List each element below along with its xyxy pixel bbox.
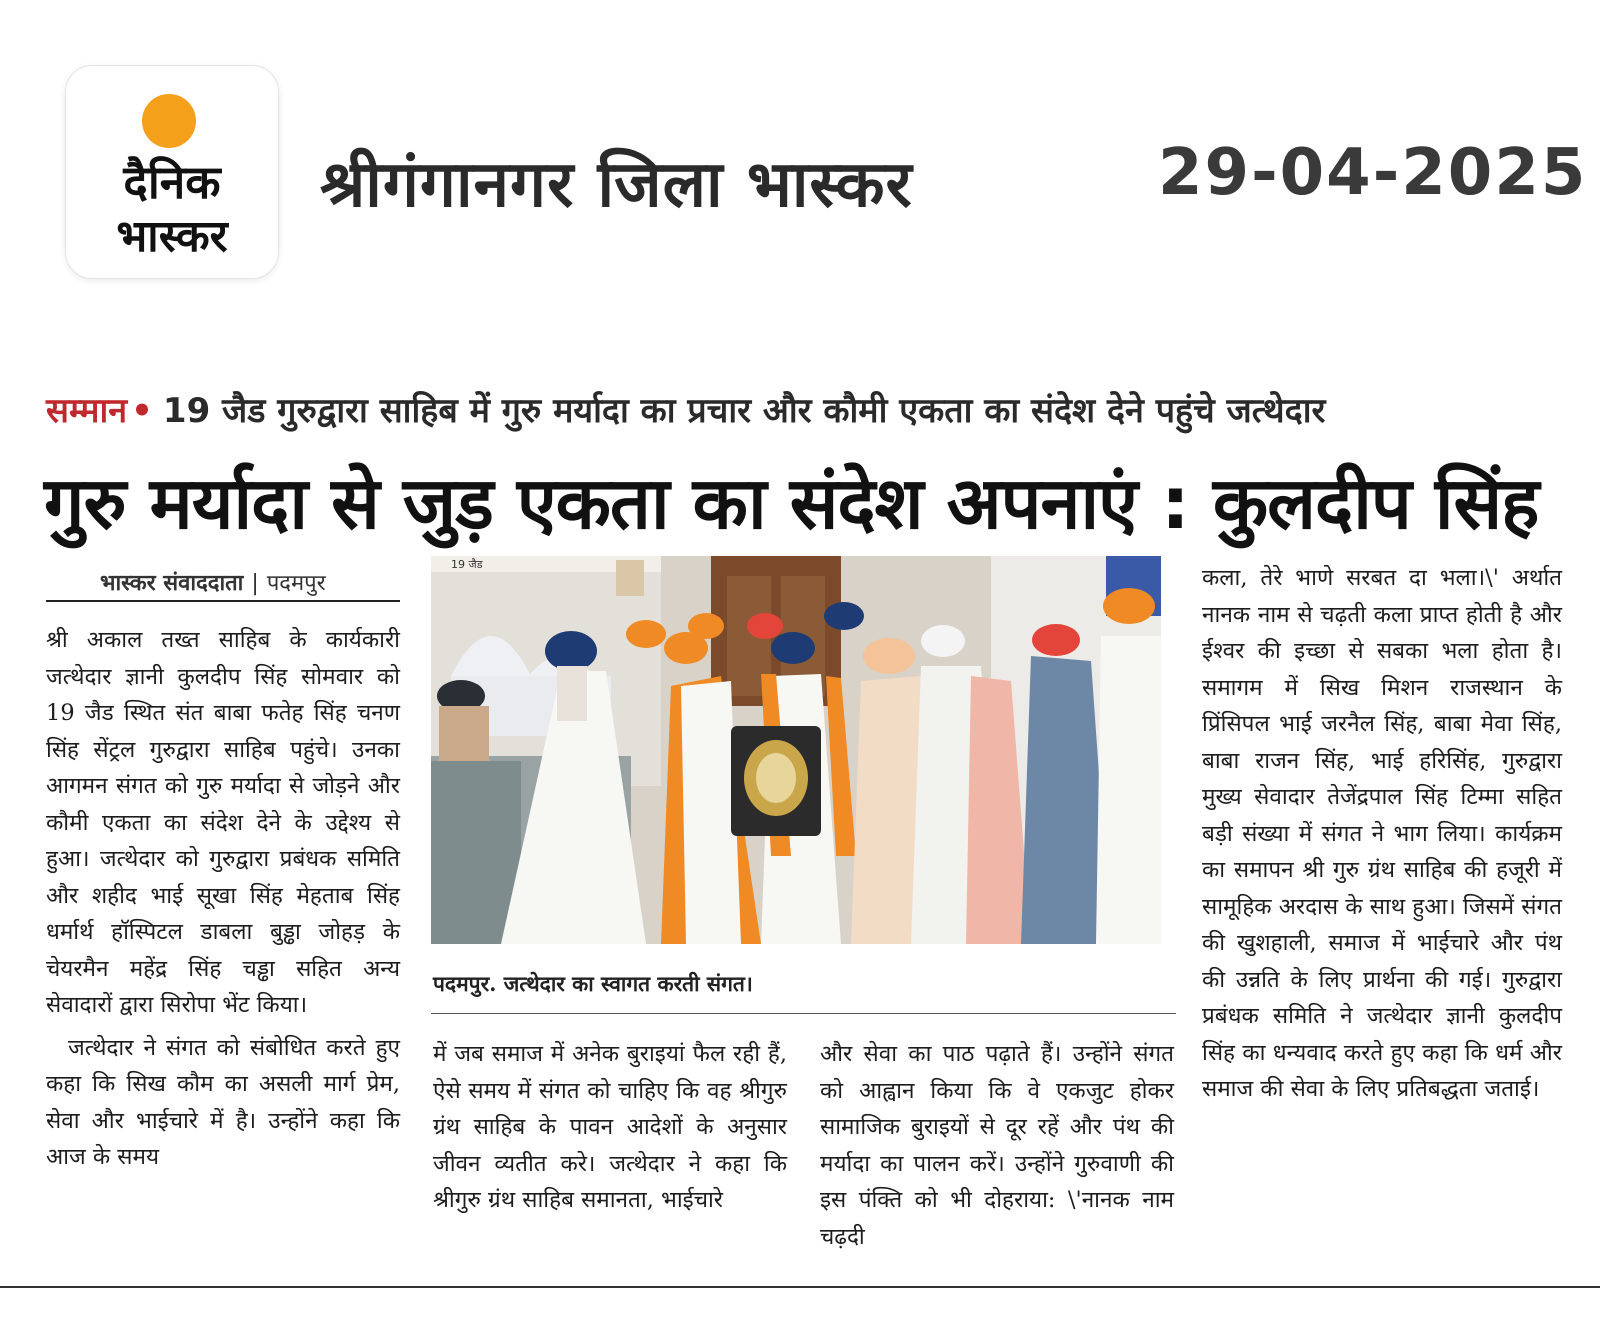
column-2-paragraph: में जब समाज में अनेक बुराइयां फैल रही हैं, ऐसे समय में संगत को चाहिए कि वह श्रीगुरु ग्रंथ साहिब के पावन आदेशों के अनुसार जीवन व्यतीत करे। जत्थेदार ने कहा कि श्रीगुरु ग्रंथ साहिब समानता, भाईचारे [433, 1041, 787, 1213]
photo-banner-text: 19 जैड [451, 558, 483, 571]
page-bottom-rule [0, 1286, 1600, 1288]
kicker-line [46, 386, 1566, 432]
article-headline: गुरु मर्यादा से जुड़ एकता का संदेश अपनाएं : कुलदीप सिंह [44, 461, 1539, 545]
column-1-paragraph-1: श्री अकाल तख्त साहिब के कार्यकारी जत्थेदार ज्ञानी कुलदीप सिंह सोमवार को 19 जैड स्थित संत बाबा फतेह सिंह चनण सिंह सेंट्रल गुरुद्वारा साहिब पहुंचे। उनका आगमन संगत को गुरु मर्यादा से जोड़ने और कौमी एकता का संदेश देने के उद्देश्य से हुआ। जत्थेदार को गुरुद्वारा प्रबंधक समिति और शहीद भाई सूखा सिंह मेहताब सिंह धर्मार्थ हॉस्पिटल डाबला बुड्ढा जोहड़ के चेयरमैन महेंद्र सिंह चड्ढा सहित अन्य सेवादारों द्वारा सिरोपा भेंट किया। [46, 627, 400, 1018]
byline-rule [46, 600, 400, 602]
article-column-2 [433, 1036, 787, 1219]
dainik-bhaskar-logo [66, 66, 278, 278]
kicker-text: 19 जैड गुरुद्वारा साहिब में गुरु मर्यादा का प्रचार और कौमी एकता का संदेश देने पहुंचे जत्थेदार [162, 391, 1326, 431]
byline-name: भास्कर संवाददाता [100, 571, 244, 596]
article-photo [431, 556, 1161, 944]
photo-illustration [431, 556, 1161, 944]
byline-location: पदमपुर [266, 571, 326, 596]
byline-separator: | [251, 571, 259, 596]
article-column-3 [820, 1036, 1174, 1255]
kicker-bullet: • [131, 391, 153, 431]
caption-rule [431, 1013, 1176, 1014]
edition-date: 29-04-2025 [1158, 136, 1588, 210]
byline [100, 567, 326, 597]
edition-title: श्रीगंगानगर जिला भास्कर [320, 148, 913, 222]
column-3-paragraph: और सेवा का पाठ पढ़ाते हैं। उन्होंने संगत को आह्वान किया कि वे एकजुट होकर सामाजिक बुराइयों से दूर रहें और पंथ की मर्यादा का पालन करें। उन्होंने गुरुवाणी की इस पंक्ति को भी दोहराया: \'नानक नाम चढ़दी [820, 1041, 1174, 1250]
column-4-paragraph: कला, तेरे भाणे सरबत दा भला।\' अर्थात नानक नाम से चढ़ती कला प्राप्त होती है और ईश्वर की इच्छा से सबका भला होता है।समागम में सिख मिशन राजस्थान के प्रिंसिपल भाई जरनैल सिंह, बाबा मेवा सिंह, बाबा राजन सिंह, भाई हरिसिंह, गुरुद्वारा मुख्य सेवादार तेजेंद्रपाल सिंह टिम्मा सहित बड़ी संख्या में संगत ने भाग लिया। कार्यक्रम का समापन श्री गुरु ग्रंथ साहिब की हजूरी में सामूहिक अरदास के साथ हुआ। जिसमें संगत की खुशहाली, समाज में भाईचारे और पंथ की उन्नति के लिए प्रार्थना की गई। गुरुद्वारा प्रबंधक समिति ने जत्थेदार ज्ञानी कुलदीप सिंह का धन्यवाद करते हुए कहा कि धर्म और समाज की सेवा के लिए प्रतिबद्धता जताई। [1202, 565, 1562, 1102]
column-1-paragraph-2: जत्थेदार ने संगत को संबोधित करते हुए कहा कि सिख कौम का असली मार्ग प्रेम, सेवा और भाईचारे में है। उन्होंने कहा कि आज के समय [46, 1034, 400, 1170]
logo-text-line1: दैनिक [123, 155, 221, 209]
article-column-1 [46, 622, 400, 1176]
photo-caption: पदमपुर. जत्थेदार का स्वागत करती संगत। [433, 971, 753, 996]
kicker-label: सम्मान [46, 391, 128, 431]
article-column-4 [1202, 560, 1562, 1108]
sun-icon [142, 94, 196, 148]
logo-text-line2: भास्कर [116, 211, 228, 262]
